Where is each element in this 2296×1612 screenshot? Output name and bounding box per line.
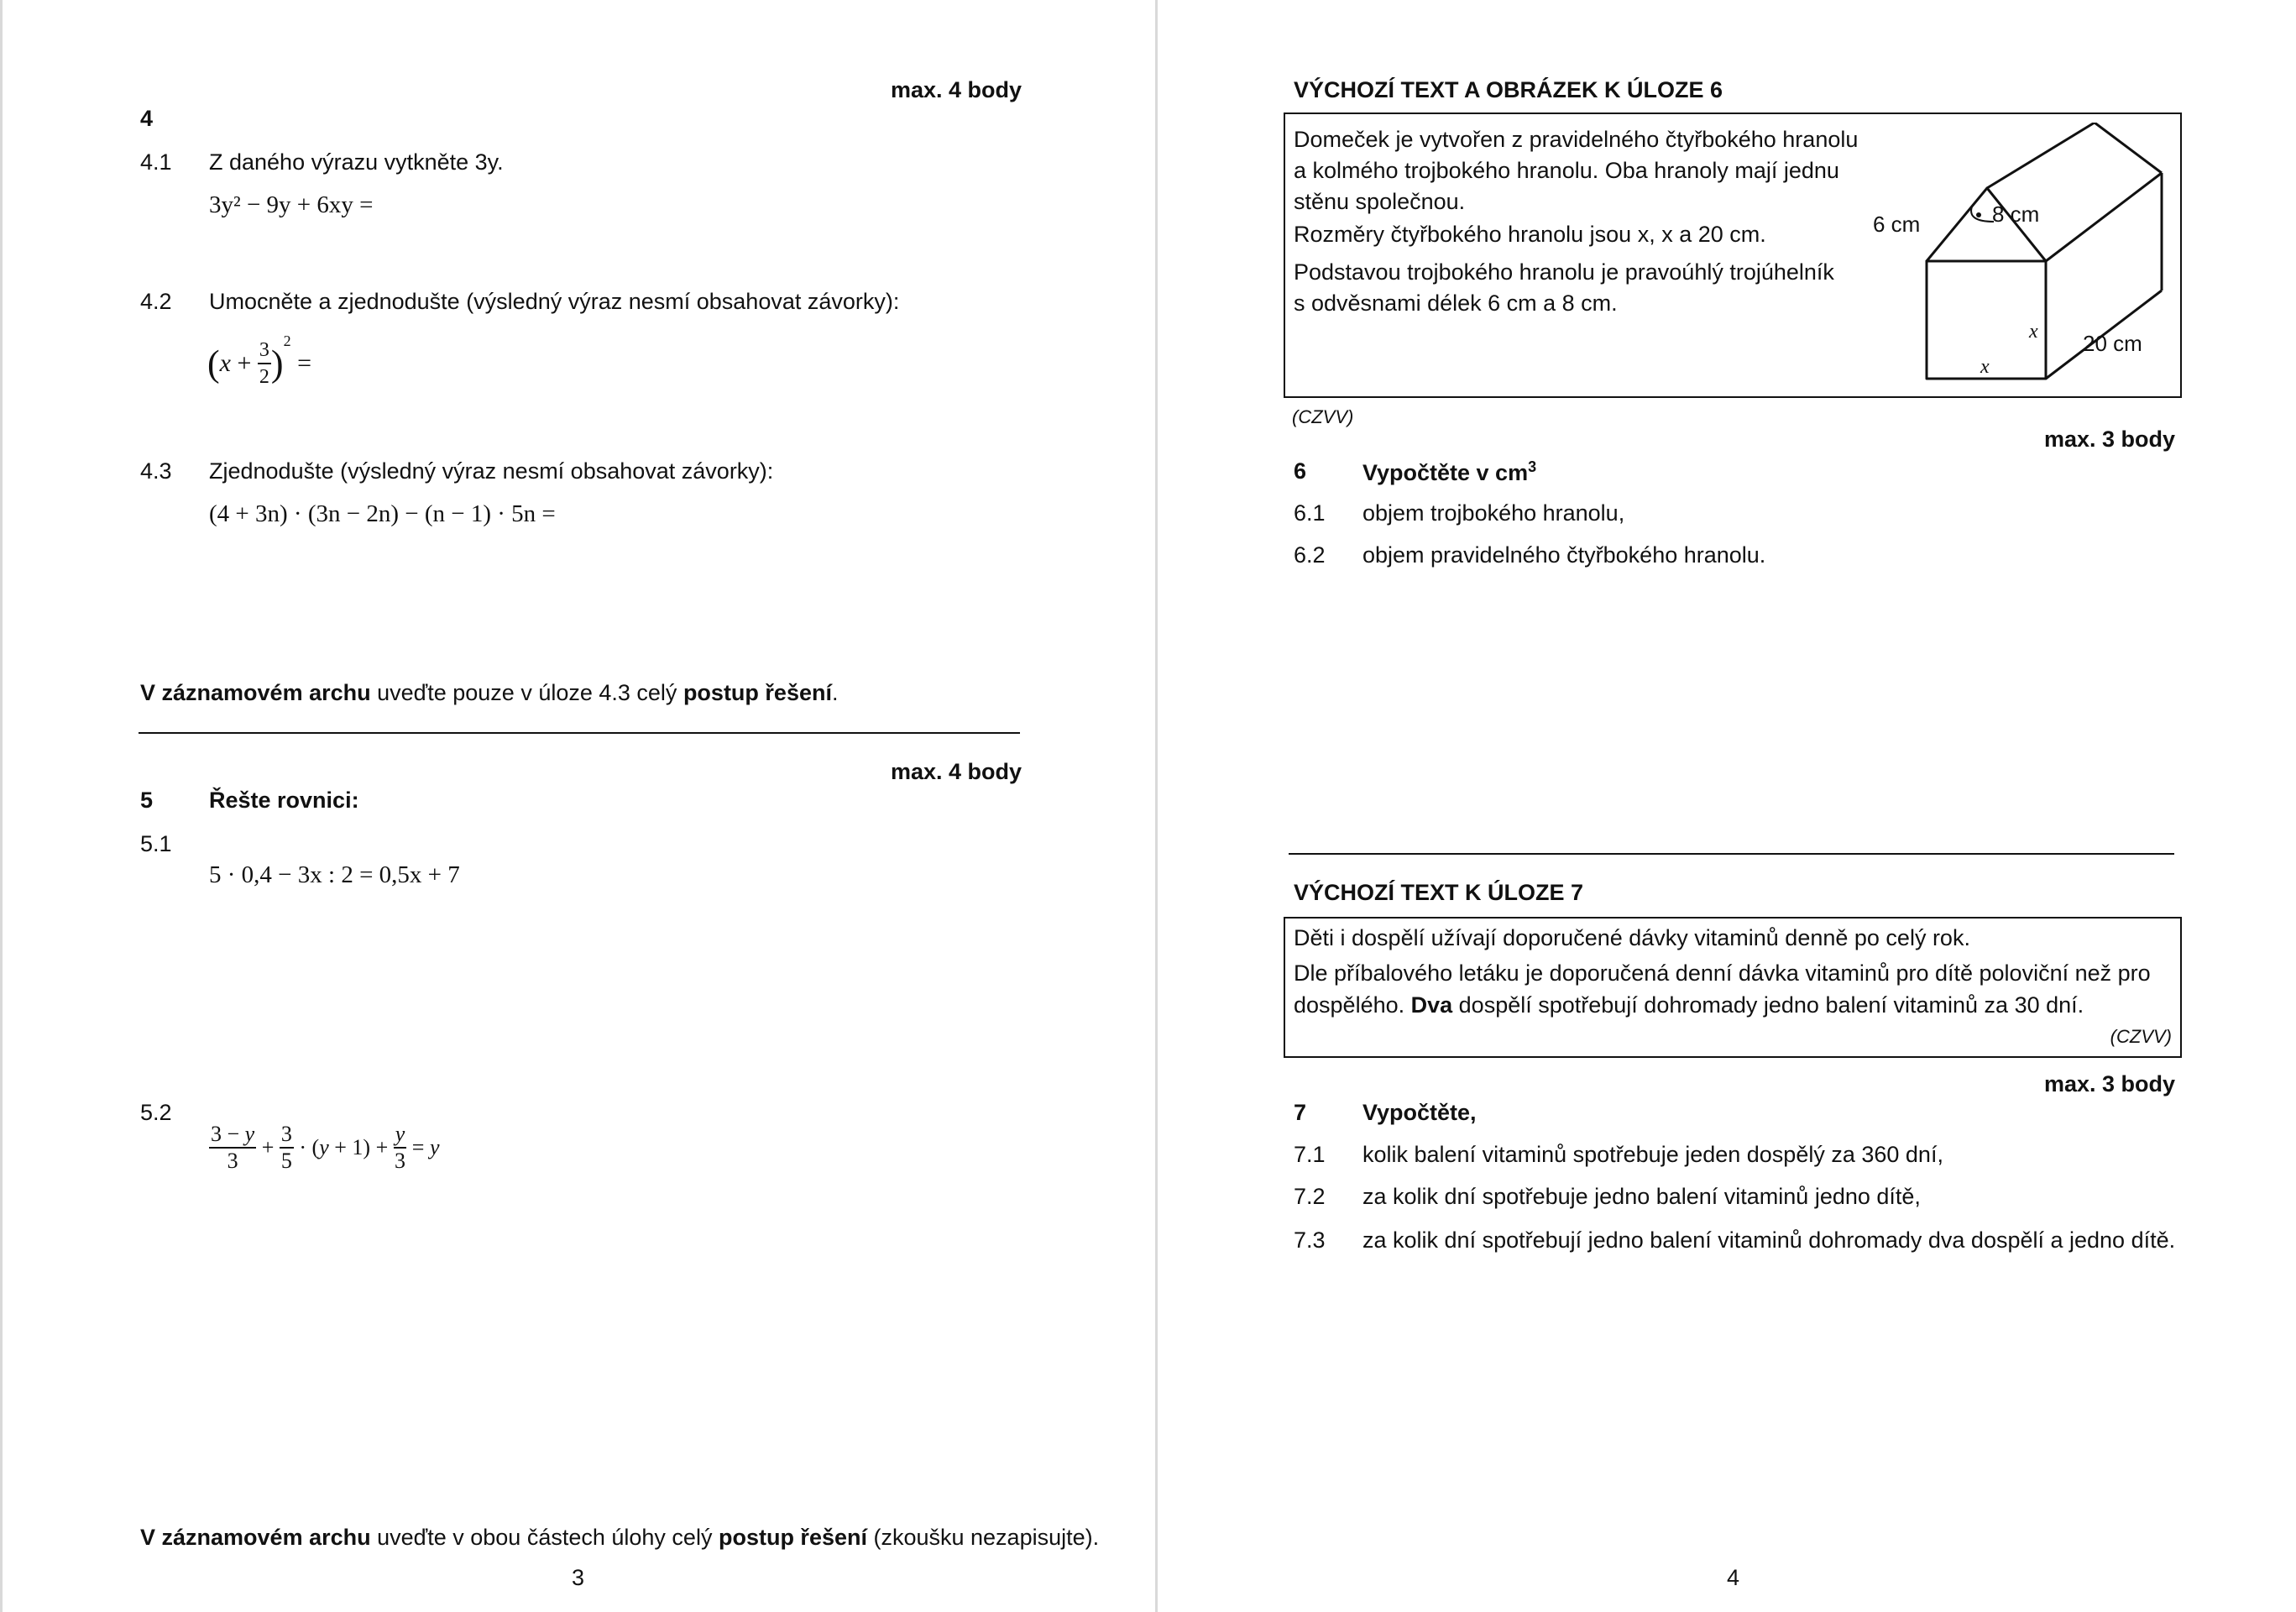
task5-title: Řešte rovnici: [209, 788, 359, 813]
task4-number: 4 [140, 106, 154, 131]
intro6-dims: Rozměry čtyřbokého hranolu jsou x, x a 20 cm. [1294, 222, 1766, 247]
intro7-box [1284, 917, 2182, 1058]
page-right [1155, 0, 2296, 1612]
intro7-line3: dospělého. Dva dospělí spotřebují dohromady jedno balení vitaminů za 30 dní. [1294, 992, 2084, 1018]
task5-note: V záznamovém archu uveďte v obou částech úlohy celý postup řešení (zkoušku nezapisujte). [140, 1525, 1100, 1550]
intro6-text: Domeček je vytvořen z pravidelného čtyřbokého hranolu a kolmého trojbokého hranolu. Oba hranoly mají jednu stěnu společnou. [1294, 127, 1859, 214]
task4-note: V záznamovém archu uveďte pouze v úloze 4.3 celý postup řešení. [140, 680, 839, 705]
task5-number: 5 [140, 788, 154, 813]
figure-label-x-bottom: x [1980, 356, 1990, 378]
item-6-2-text: objem pravidelného čtyřbokého hranolu. [1362, 542, 1766, 568]
item-7-3-text: za kolik dní spotřebují jedno balení vitaminů dohromady dva dospělí a jedno dítě. [1362, 1227, 2176, 1253]
task6-title: Vypočtěte v $cm^3$ [1362, 458, 1537, 485]
right-angle-arc [1971, 207, 1994, 222]
page-number-right: 4 [1727, 1565, 1740, 1590]
intro7-heading: VÝCHOZÍ TEXT K ÚLOZE 7 [1294, 880, 1584, 905]
expr-5-1: 5 · 0,4 − 3x : 2 = 0,5x + 7 [209, 861, 460, 888]
intro7-line1: Děti i dospělí užívají doporučené dávky vitaminů denně po celý rok. [1294, 925, 1970, 950]
divider-line-right [1289, 853, 2174, 855]
intro7-source: (CZVV) [2110, 1026, 2172, 1047]
expr-4-3: (4 + 3n) · (3n − 2n) − (n − 1) · 5n = [209, 500, 556, 527]
prism-ridge-edge [1987, 123, 2095, 188]
prism-roof-front-edge [2046, 173, 2162, 261]
item-7-2-label: 7.2 [1294, 1184, 1326, 1209]
prism-figure [1873, 123, 2175, 391]
page-number-left: 3 [572, 1565, 585, 1590]
right-angle-dot [1976, 212, 1981, 217]
item-7-1-text: kolik balení vitaminů spotřebuje jeden dospělý za 360 dní, [1362, 1142, 1943, 1167]
task4-max-points: max. 4 body [891, 77, 1022, 102]
item-5-1-label: 5.1 [140, 831, 172, 856]
item-7-1-label: 7.1 [1294, 1142, 1326, 1167]
figure-label-20cm: 20 cm [2083, 331, 2142, 356]
figure-label-x-side: x [2029, 321, 2038, 343]
expr-5-2: $\frac{3 - y}{3}$ + $\frac{3}{5}$ · (y + 1) + $\frac{y}{3}$ = y [211, 1122, 440, 1173]
item-6-2-label: 6.2 [1294, 542, 1326, 568]
figure-label-6cm: 6 cm [1873, 212, 1921, 237]
task7-title: Vypočtěte, [1362, 1100, 1477, 1125]
task6-number: 6 [1294, 458, 1307, 484]
prism-roof-back-edge [2095, 123, 2162, 173]
expr-4-1: 3y² − 9y + 6xy = [209, 191, 374, 218]
task7-max-points: max. 3 body [2044, 1071, 2176, 1096]
item-6-1-label: 6.1 [1294, 500, 1326, 526]
item-4-1-label: 4.1 [140, 149, 172, 175]
item-4-2-label: 4.2 [140, 289, 172, 314]
intro6-source: (CZVV) [1292, 406, 1354, 427]
task5-max-points: max. 4 body [891, 759, 1022, 784]
figure-label-8cm: 8 cm [1992, 202, 2040, 227]
item-5-2-label: 5.2 [140, 1100, 172, 1125]
intro6-base: Podstavou trojbokého hranolu je pravoúhlý trojúhelník s odvěsnami délek 6 cm a 8 cm. [1294, 259, 1834, 316]
item-7-2-text: za kolik dní spotřebuje jedno balení vitaminů jedno dítě, [1362, 1184, 1921, 1209]
item-4-1-text: Z daného výrazu vytkněte 3y. [209, 149, 504, 175]
intro7-line2: Dle příbalového letáku je doporučená denní dávka vitaminů pro dítě poloviční než pro [1294, 960, 2151, 986]
expr-4-2: (x + $\frac{3}{2}$ )$^2$ = [207, 332, 311, 389]
item-6-1-text: objem trojbokého hranolu, [1362, 500, 1625, 526]
intro6-heading: VÝCHOZÍ TEXT A OBRÁZEK K ÚLOZE 6 [1294, 77, 1723, 102]
item-4-3-label: 4.3 [140, 458, 172, 484]
item-4-3-text: Zjednodušte (výsledný výraz nesmí obsahovat závorky): [209, 458, 774, 484]
task7-number: 7 [1294, 1100, 1307, 1125]
task6-max-points: max. 3 body [2044, 427, 2176, 452]
item-4-2-text: Umocněte a zjednodušte (výsledný výraz nesmí obsahovat závorky): [209, 289, 900, 314]
intro6-box [1284, 113, 2182, 398]
item-7-3-label: 7.3 [1294, 1227, 1326, 1253]
divider-line [139, 732, 1020, 734]
